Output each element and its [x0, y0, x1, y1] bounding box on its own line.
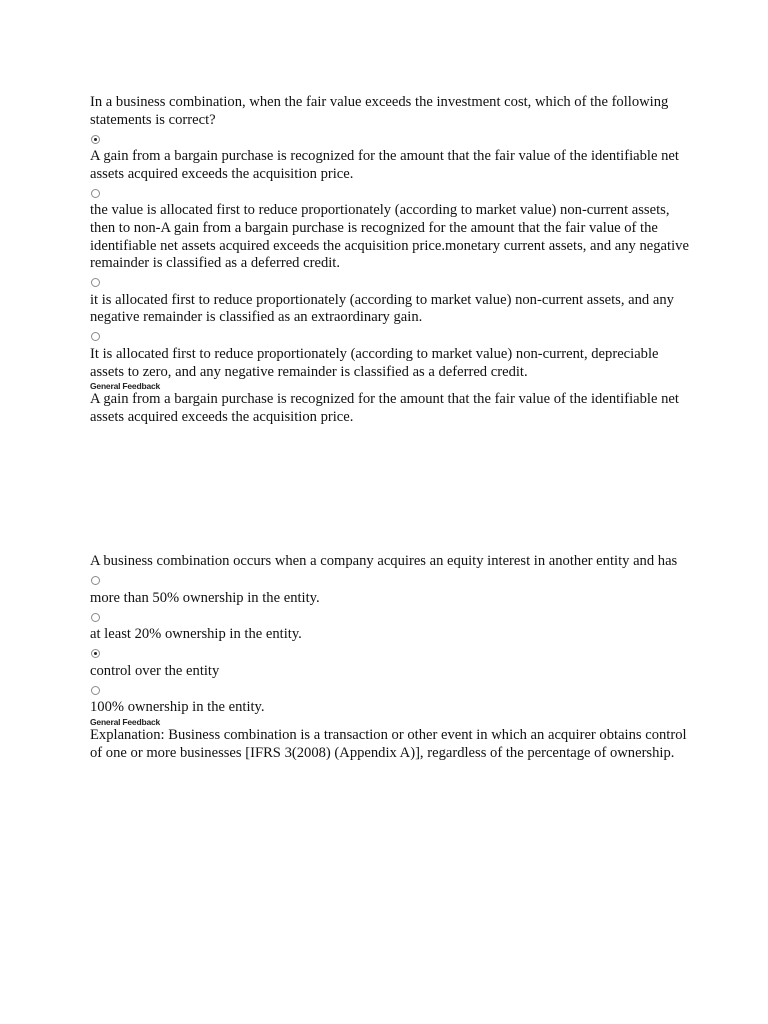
- radio-unselected-icon[interactable]: [91, 576, 100, 585]
- option-text: control over the entity: [90, 662, 220, 679]
- feedback-text: Explanation: Business combination is a transaction or other event in which an acquirer obtains control of one or more businesses [IFRS 3(2008) (Appendix A)], regardless of the percentage of ownership.: [90, 726, 687, 761]
- question-text: A business combination occurs when a company acquires an equity interest in another entity and has: [90, 553, 678, 569]
- option-row[interactable]: [90, 681, 690, 699]
- option-row[interactable]: [90, 608, 690, 626]
- option-row[interactable]: [90, 184, 690, 202]
- option-text: 100% ownership in the entity.: [90, 699, 265, 716]
- radio-unselected-icon[interactable]: [91, 278, 100, 287]
- option-row[interactable]: [90, 274, 690, 292]
- option-text: at least 20% ownership in the entity.: [90, 626, 302, 643]
- option-row[interactable]: [90, 130, 690, 148]
- option-text: It is allocated first to reduce proportionately (according to market value) non-current, depreciable assets to zero, and any negative remainder is classified as a deferred credit.: [90, 345, 659, 380]
- option-text: more than 50% ownership in the entity.: [90, 589, 320, 606]
- radio-unselected-icon[interactable]: [91, 189, 100, 198]
- option-row[interactable]: [90, 645, 690, 663]
- option-text: A gain from a bargain purchase is recognized for the amount that the fair value of the identifiable net assets acquired exceeds the acquisition price.: [90, 148, 679, 182]
- radio-unselected-icon[interactable]: [91, 613, 100, 622]
- feedback-label: General Feedback: [90, 716, 161, 727]
- radio-unselected-icon[interactable]: [91, 686, 100, 695]
- radio-unselected-icon[interactable]: [91, 332, 100, 341]
- question-1: [90, 94, 690, 426]
- feedback-label: General Feedback: [90, 381, 161, 392]
- radio-selected-icon[interactable]: [91, 649, 100, 658]
- feedback-text: A gain from a bargain purchase is recognized for the amount that the fair value of the identifiable net assets acquired exceeds the acquisition price.: [90, 391, 679, 425]
- option-text: the value is allocated first to reduce proportionately (according to market value) non-current assets, then to non-A gain from a bargain purchase is recognized for the amount that the fair value of the identifiable net assets acquired exceeds the acquisition price.monetary current assets, and any negative remainder is classified as a deferred credit.: [90, 202, 689, 272]
- option-text: it is allocated first to reduce proportionately (according to market value) non-current assets, and any negative remainder is classified as an extraordinary gain.: [90, 291, 674, 326]
- option-row[interactable]: [90, 328, 690, 346]
- radio-selected-icon[interactable]: [91, 135, 100, 144]
- question-text: In a business combination, when the fair value exceeds the investment cost, which of the following statements is correct?: [90, 94, 669, 128]
- option-row[interactable]: [90, 572, 690, 590]
- question-2: [90, 553, 690, 762]
